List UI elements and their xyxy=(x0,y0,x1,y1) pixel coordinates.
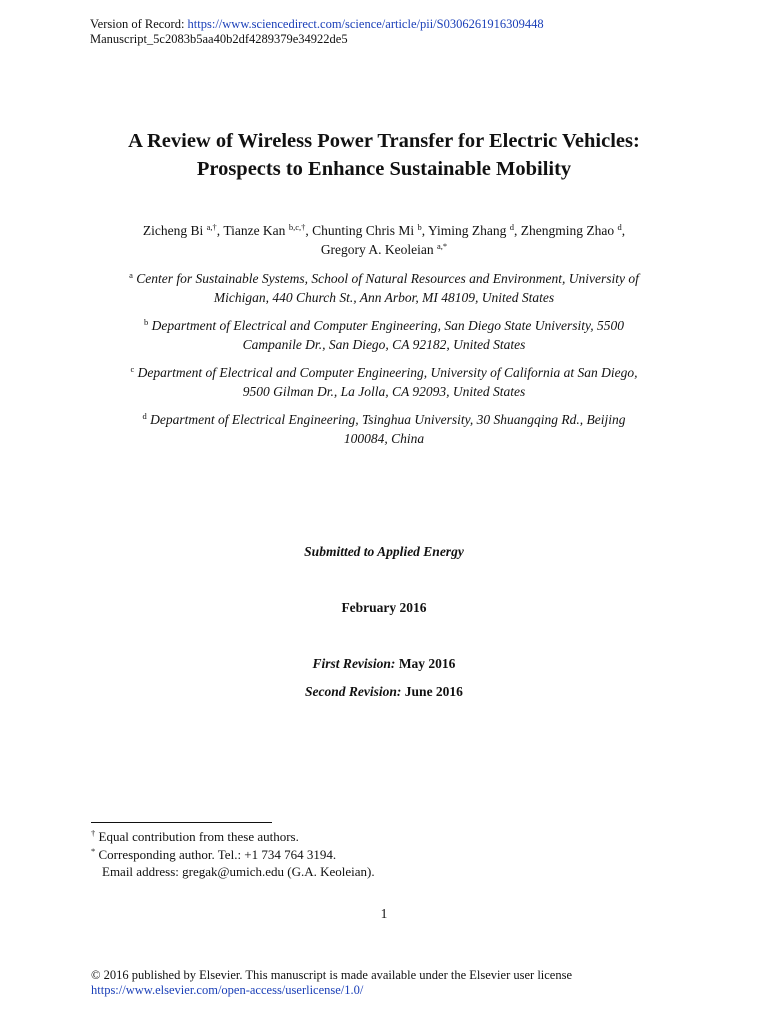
footnote-corresponding xyxy=(91,846,336,863)
title-line-2: Prospects to Enhance Sustainable Mobility xyxy=(196,158,572,180)
author-name: Gregory A. Keoleian xyxy=(320,242,434,257)
affiliation-mark: d xyxy=(142,411,147,421)
author-name: Yiming Zhang xyxy=(427,223,507,238)
footnote-mark: † xyxy=(91,828,96,838)
affiliation-line: Department of Electrical Engineering, Tsinghua University, 30 Shuangqing Rd., Beijing xyxy=(150,412,626,427)
submitted-to: Submitted to Applied Energy xyxy=(304,544,464,559)
second-revision xyxy=(0,683,768,701)
author-sup: a,* xyxy=(437,241,448,251)
affiliation-line: Michigan, 440 Church St., Ann Arbor, MI 48109, United States xyxy=(213,290,555,305)
affiliation-line: 100084, China xyxy=(343,431,425,446)
affiliation-line: Department of Electrical and Computer Engineering, University of California at San Diego, xyxy=(137,365,638,380)
authors-line-1: Zicheng Bi $^{a,\dagger}$, Tianze Kan $^{b,c,\dagger}$, Chunting Chris Mi $^b$, Yiming Zhang $^d$, Zhengming Zhao $^d$, xyxy=(142,222,626,238)
license-link[interactable]: https://www.elsevier.com/open-access/userlicense/1.0/ xyxy=(91,983,364,997)
author-name: Zhengming Zhao xyxy=(520,223,615,238)
author-name: Chunting Chris Mi xyxy=(312,223,415,238)
affiliation-line: Center for Sustainable Systems, School of Natural Resources and Environment, University of xyxy=(136,271,639,286)
affiliation-mark: b xyxy=(143,317,149,327)
footnote-text: Equal contribution from these authors. xyxy=(98,829,299,844)
affiliation-a xyxy=(0,269,768,307)
version-label: Version of Record: xyxy=(90,17,185,31)
submission-date: February 2016 xyxy=(341,600,427,615)
affiliation-c xyxy=(0,363,768,401)
author-sup: a,† xyxy=(206,222,217,232)
affiliation-line: Department of Electrical and Computer Engineering, San Diego State University, 5500 xyxy=(151,318,625,333)
first-revision xyxy=(0,655,768,673)
first-revision-date: May 2016 xyxy=(398,656,456,671)
version-of-record-line xyxy=(90,17,544,32)
author-sup: d xyxy=(617,222,622,232)
title-line-1: A Review of Wireless Power Transfer for Electric Vehicles: xyxy=(128,130,640,152)
license-text: © 2016 published by Elsevier. This manuscript is made available under the Elsevier user license xyxy=(91,968,573,982)
footnote-equal-contribution xyxy=(91,828,299,845)
affiliation-mark: a xyxy=(129,270,133,280)
footnote-mark: * xyxy=(91,846,96,856)
affiliation-line: 9500 Gilman Dr., La Jolla, CA 92093, United States xyxy=(242,384,526,399)
second-revision-label: Second Revision: xyxy=(305,684,402,699)
author-sup: b,c,† xyxy=(288,222,306,232)
author-name: Zicheng Bi xyxy=(142,223,204,238)
footnote-email: Email address: gregak@umich.edu (G.A. Keoleian). xyxy=(102,864,375,879)
footnote-text: Corresponding author. Tel.: +1 734 764 3194. xyxy=(98,847,337,862)
paper-title xyxy=(0,127,768,183)
version-link[interactable]: https://www.sciencedirect.com/science/article/pii/S0306261916309448 xyxy=(187,17,544,31)
affiliation-d xyxy=(0,410,768,448)
first-revision-label: First Revision: xyxy=(312,656,396,671)
author-list xyxy=(0,221,768,259)
affiliation-line: Campanile Dr., San Diego, CA 92182, United States xyxy=(242,337,526,352)
author-sup: b xyxy=(417,222,422,232)
page-number: 1 xyxy=(380,906,388,921)
affiliation-mark: c xyxy=(130,364,135,374)
affiliation-b xyxy=(0,316,768,354)
author-sup: d xyxy=(509,222,514,232)
authors-line-2 xyxy=(0,240,768,259)
author-name: Tianze Kan xyxy=(223,223,286,238)
manuscript-id: Manuscript_5c2083b5aa40b2df4289379e34922de5 xyxy=(90,32,348,46)
footnote-rule xyxy=(91,822,272,823)
second-revision-date: June 2016 xyxy=(404,684,463,699)
